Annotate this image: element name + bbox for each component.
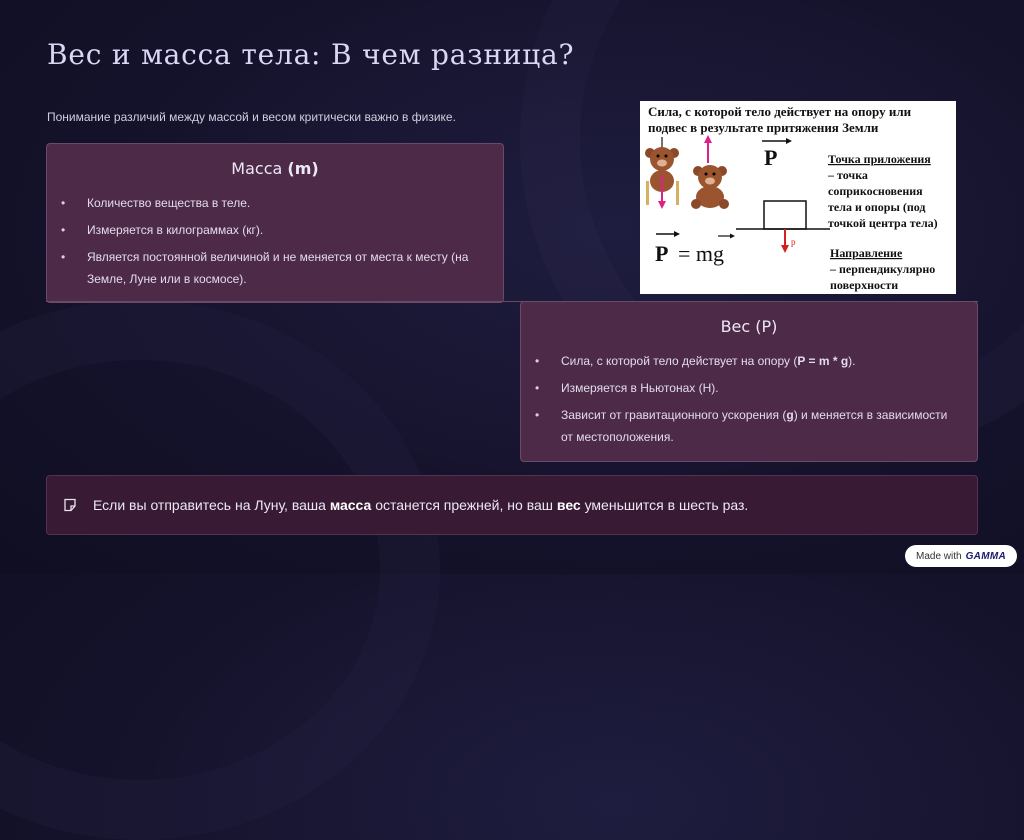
weight-card-heading: Вес (P) [720,317,778,336]
illustration-svg [640,101,956,294]
illustration-caption-line-2: подвес в результате притяжения Земли [648,120,879,135]
weight-illustration [640,101,956,294]
list-item [521,404,957,448]
list-item-text: ). [848,354,856,368]
note-bold-mass: масса [329,497,372,513]
arrow-label: p [791,237,796,247]
page-title: Вес и масса тела: В чем разница? [47,38,575,71]
list-item-text: Измеряется в Ньютонах (Н). [561,381,719,395]
list-item [521,377,957,399]
formula-bold: P = m * g [797,354,849,368]
direction-heading: Направление [830,246,903,260]
teddy-bear-hanging-icon [645,137,679,209]
weight-card [520,301,978,462]
note-text [93,497,748,513]
support-diagram [736,201,830,253]
note-part: Если вы отправитесь на Луну, ваша [93,497,330,513]
page-subtitle: Понимание различий между массой и весом критически важно в физике. [47,110,456,124]
background-swirl [0,300,440,840]
weight-formula [655,231,735,266]
formula-lhs: P [655,241,669,266]
list-item: • Является постоянной величиной и не меняется от места к месту (на Земле, Луне или в космосе). [47,246,483,290]
vector-p-symbol [762,138,792,170]
note-callout [46,475,978,535]
list-item [521,350,957,372]
teddy-bear-sitting-icon [691,135,729,209]
direction-line-2: поверхности [830,278,899,292]
mass-list [47,192,483,290]
g-symbol-bold: g [786,408,794,422]
mass-card-heading [47,159,483,178]
gamma-logo: GAMMA [965,550,1006,562]
list-item-text: Сила, с которой тело действует на опору ( [561,354,798,368]
weight-list [521,350,957,448]
made-with-gamma-badge[interactable] [905,545,1017,567]
badge-label: Made with [916,550,962,562]
application-line-3: тела и опоры (под [828,200,926,214]
illustration-caption-line-1: Сила, с которой тело действует на опору или [648,104,912,119]
vector-p-label: P [764,145,778,170]
mass-heading-symbol: (m) [287,159,319,178]
mass-card [46,143,504,303]
formula-rhs: = mg [678,241,725,266]
illustration-notes [827,152,938,292]
list-item-text: ) и меняется в зависимости от местоположения. [561,408,948,444]
direction-line-1: – перпендикулярно [830,262,936,276]
mass-heading-prefix: Масса [231,159,288,178]
application-heading: Точка приложения [828,152,931,166]
note-icon [63,498,77,512]
note-part: уменьшится в шесть раз. [580,497,749,513]
list-item: • Количество вещества в теле. [47,192,483,214]
application-line-2: соприкосновения [828,184,923,198]
application-line-4: точкой центра тела) [828,216,938,230]
note-bold-weight: вес [556,497,581,513]
application-line-1: – точка [828,168,868,182]
note-part: останется прежней, но ваш [371,497,557,513]
list-item: • Измеряется в килограммах (кг). [47,219,483,241]
list-item-text: Зависит от гравитационного ускорения ( [561,408,787,422]
